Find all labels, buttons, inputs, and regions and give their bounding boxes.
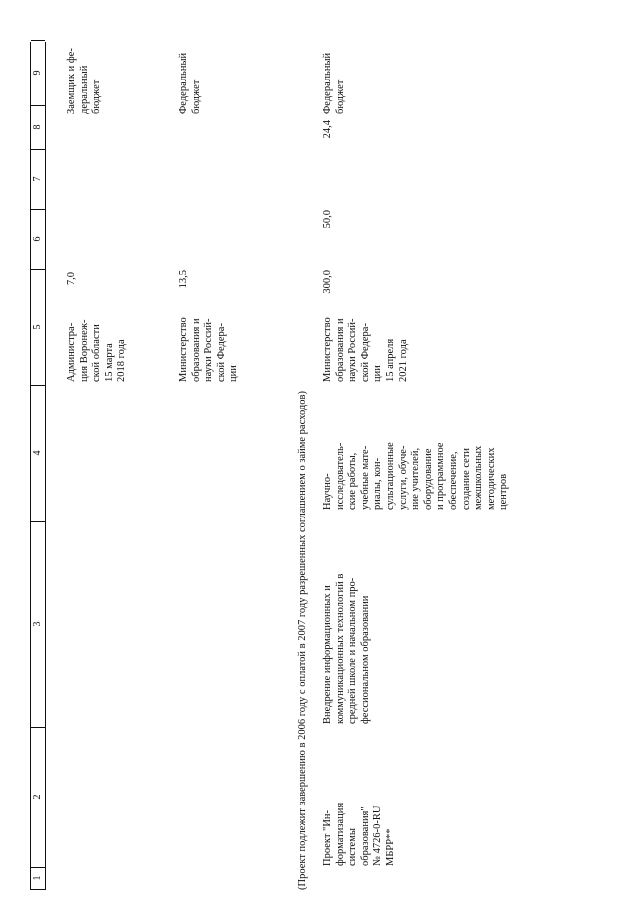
- minobr-funding-source: Федеральный бюджет: [178, 52, 202, 114]
- column-header-7: 7: [31, 149, 45, 210]
- completion-note: (Проект подлежит завершению в 2006 году с оплатой в 2007 году разрешенных соглашением о займе расходов): [297, 391, 308, 890]
- project-amount-col7: 50,0: [322, 210, 333, 229]
- project-agreement-party: Министерство образования и науки Россий- ской Федера- ции 15 апреля 2021 года: [322, 317, 409, 382]
- column-header-4: 4: [31, 385, 45, 522]
- project-funding-source: Федеральный бюджет: [322, 52, 346, 114]
- column-header-5: 5: [31, 269, 45, 386]
- minobr-amount: 13,5: [178, 270, 189, 289]
- voronezh-agreement-party: Администра- ция Воронеж- ской области 15 марта 2018 года: [66, 319, 128, 382]
- column-header-3: 3: [31, 521, 45, 728]
- project-amount-col8: 24,4: [322, 120, 333, 139]
- minobr-agreement-party: Министерство образования и науки Россий- ской Федера- ции: [178, 317, 240, 382]
- column-header-2: 2: [31, 727, 45, 868]
- column-header-8: 8: [31, 105, 45, 150]
- voronezh-funding-source: Заемщик и фе- деральный бюджет: [66, 48, 103, 114]
- column-header-row: [30, 42, 46, 890]
- column-header-6: 6: [31, 209, 45, 270]
- project-activities: Научно- исследователь- ские работы, учебные мате- риалы, кон- сультационные услуги, обуче- ние учителей, оборудование и программное обеспечение, создание сети межшкольных методических центров: [322, 442, 510, 510]
- voronezh-amount: 7,0: [66, 272, 77, 286]
- column-header-1: 1: [31, 867, 45, 890]
- project-amount-col6: 300,0: [322, 270, 333, 294]
- project-name: Проект "Ин- форматизация системы образования" № 4726-0-RU МБРР**: [322, 802, 396, 866]
- column-header-9: 9: [31, 40, 45, 106]
- project-description: Внедрение информационных и коммуникационных технологий в средней школе и начальном про- фессиональном образовании: [322, 573, 371, 724]
